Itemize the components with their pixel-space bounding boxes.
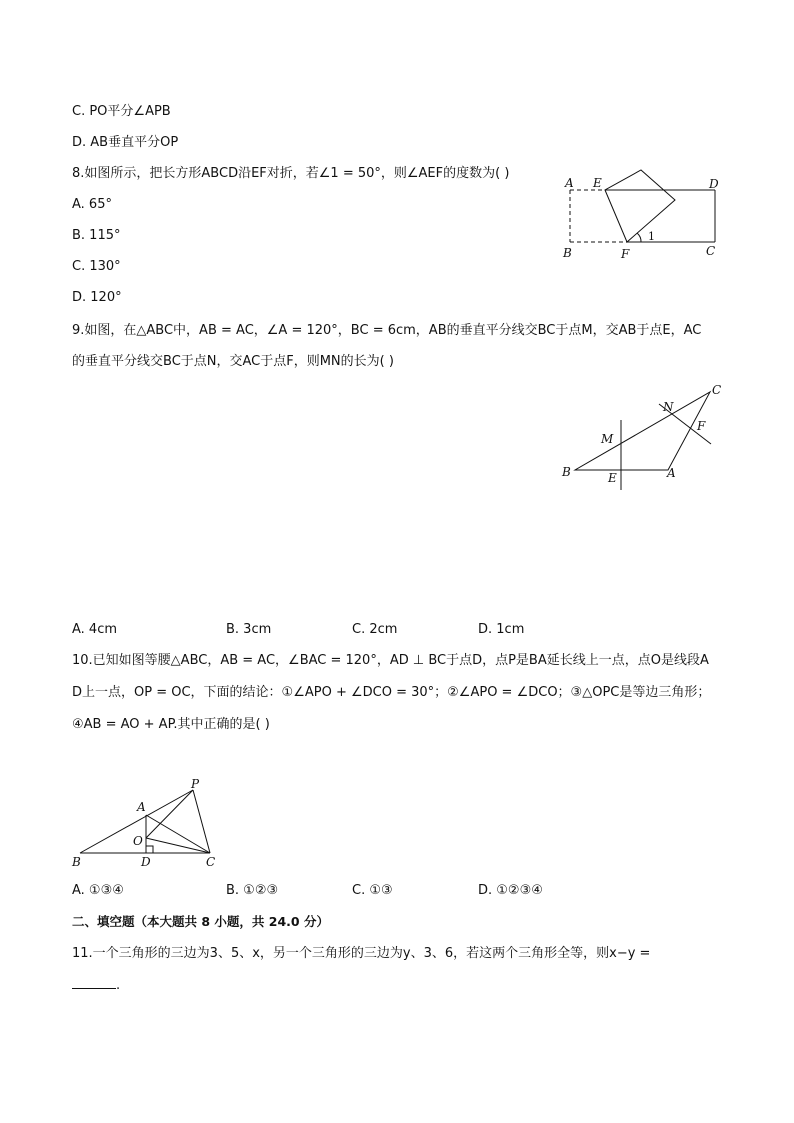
q10-label-o: O: [133, 834, 143, 848]
q10-label-a: A: [137, 800, 146, 814]
q8-label-e: E: [593, 176, 602, 190]
q8-label-angle: 1: [648, 230, 655, 243]
q10-label-b: B: [72, 855, 81, 869]
q10-stem-line2: D上一点，OP = OC，下面的结论：①∠APO + ∠DCO = 30°；②∠APO = ∠DCO；③△OPC是等边三角形；: [72, 685, 711, 700]
q10-right-angle-mark: [146, 846, 153, 853]
q9-label-b: B: [562, 465, 571, 479]
q11-answer-blank[interactable]: [72, 976, 116, 989]
q9-label-m: M: [601, 432, 614, 446]
q9-label-c: C: [712, 383, 722, 397]
q8-option-a: A. 65°: [72, 197, 112, 212]
q10-line-op: [146, 790, 193, 838]
q10-line-pc: [193, 790, 210, 853]
q9-option-c: C. 2cm: [352, 622, 398, 637]
q9-stem-line2: 的垂直平分线交BC于点N，交AC于点F，则MN的长为( ): [72, 354, 394, 369]
q7-option-c: C. PO平分∠APB: [72, 104, 171, 119]
q9-label-e: E: [608, 471, 617, 485]
q11-answer-line: [72, 976, 120, 995]
section2-heading: 二、填空题（本大题共 8 小题，共 24.0 分）: [72, 914, 329, 929]
q9-stem-line1: 9.如图，在△ABC中，AB = AC，∠A = 120°，BC = 6cm，AB的垂直平分线交BC于点M，交AB于点E，AC: [72, 323, 702, 338]
q10-label-p: P: [191, 777, 200, 791]
q10-line-oc: [146, 838, 210, 853]
q10-option-b: B. ①②③: [226, 883, 279, 898]
q8-option-d: D. 120°: [72, 290, 122, 305]
q8-stem: 8.如图所示，把长方形ABCD沿EF对折，若∠1 = 50°，则∠AEF的度数为( ): [72, 166, 510, 181]
q10-label-d: D: [141, 855, 151, 869]
q8-label-b: B: [563, 246, 572, 260]
q11-tail: .: [116, 978, 121, 993]
q10-stem-line1: 10.已知如图等腰△ABC，AB = AC，∠BAC = 120°，AD ⊥ BC于点D，点P是BA延长线上一点，点O是线段A: [72, 653, 709, 668]
q10-option-d: D. ①②③④: [478, 883, 543, 898]
q9-label-n: N: [663, 400, 674, 414]
q8-label-a: A: [565, 176, 574, 190]
q8-label-f: F: [621, 247, 630, 261]
q10-stem-line3: ④AB = AO + AP.其中正确的是( ): [72, 717, 270, 732]
q10-option-c: C. ①③: [352, 883, 393, 898]
q9-option-b: B. 3cm: [226, 622, 272, 637]
q9-option-d: D. 1cm: [478, 622, 525, 637]
q10-line-ac: [146, 815, 210, 853]
q8-option-c: C. 130°: [72, 259, 121, 274]
q10-label-c: C: [206, 855, 216, 869]
q8-label-d: D: [709, 177, 719, 191]
q9-option-a: A. 4cm: [72, 622, 118, 637]
q11-stem: 11.一个三角形的三边为3、5、x，另一个三角形的三边为y、3、6，若这两个三角形全等，则x−y =: [72, 946, 651, 961]
q9-label-f: F: [697, 419, 706, 433]
q10-option-a: A. ①③④: [72, 883, 124, 898]
q8-option-b: B. 115°: [72, 228, 121, 243]
q7-option-d: D. AB垂直平分OP: [72, 135, 179, 150]
q8-label-c: C: [706, 244, 716, 258]
q9-label-a: A: [667, 466, 676, 480]
